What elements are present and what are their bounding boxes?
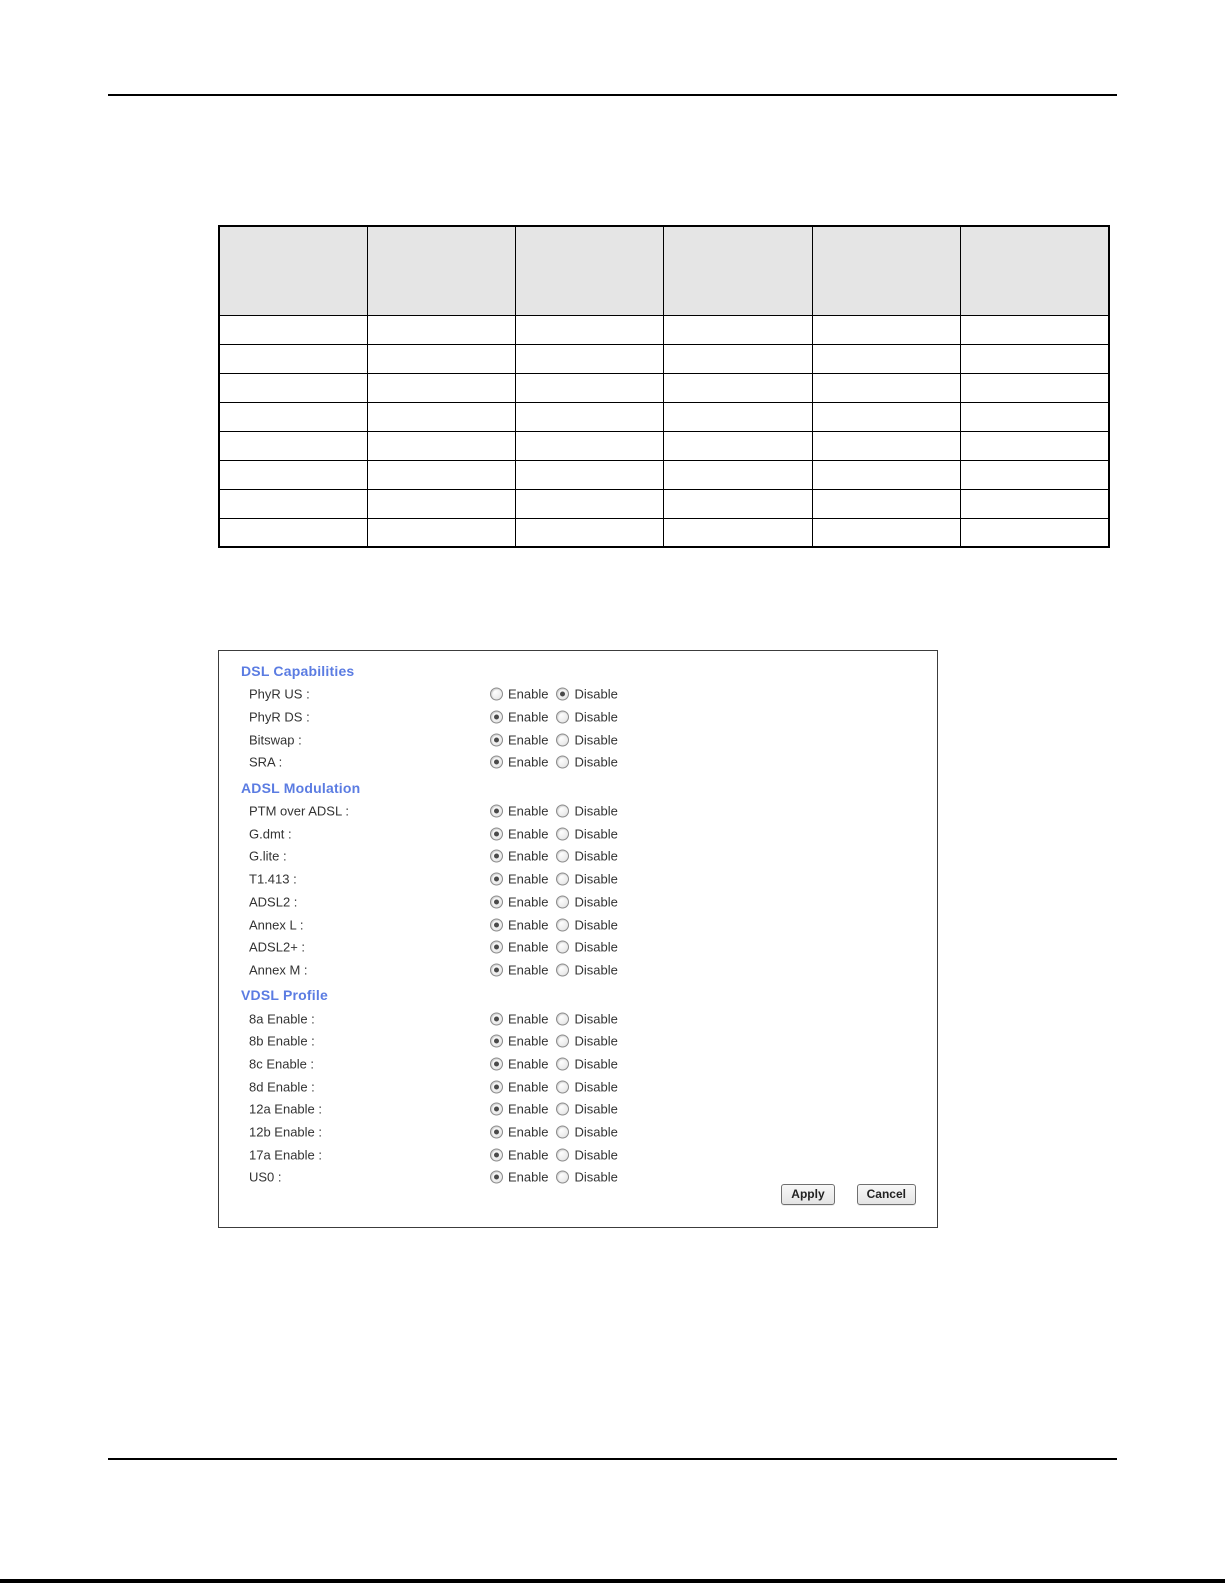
table-header-cell: [961, 226, 1109, 315]
radio-group: [490, 1102, 626, 1117]
table-cell: [219, 431, 367, 460]
radio-option-label: Enable: [508, 732, 549, 748]
radio-selected-icon[interactable]: [490, 1035, 503, 1048]
radio-selected-icon[interactable]: [490, 918, 503, 931]
disable-radio-option[interactable]: [556, 1011, 617, 1026]
table-cell: [367, 489, 515, 518]
radio-group: [490, 710, 626, 725]
table-cell: [812, 373, 960, 402]
radio-group: [490, 804, 626, 819]
table-cell: [812, 460, 960, 489]
enable-radio-option[interactable]: [490, 1170, 548, 1185]
radio-option-label: Enable: [508, 848, 549, 864]
disable-radio-option[interactable]: [556, 732, 617, 747]
table-cell: [664, 402, 812, 431]
form-row: [219, 683, 937, 706]
radio-option-label: Enable: [508, 871, 549, 887]
field-label: ADSL2 :: [249, 894, 298, 910]
radio-option-label: Disable: [574, 939, 618, 955]
table-cell: [664, 373, 812, 402]
radio-option-label: Disable: [574, 894, 618, 910]
form-row: [219, 751, 937, 774]
radio-group: [490, 849, 626, 864]
disable-radio-option[interactable]: [556, 1147, 617, 1162]
radio-unselected-icon[interactable]: [556, 756, 569, 769]
table-cell: [961, 431, 1109, 460]
form-row: [219, 822, 937, 845]
field-label: PhyR US :: [249, 686, 310, 702]
table-header-cell: [516, 226, 664, 315]
table-cell: [516, 315, 664, 344]
radio-group: [490, 962, 626, 977]
disable-radio-option[interactable]: [556, 755, 617, 770]
disable-radio-option[interactable]: [556, 710, 617, 725]
form-row: [219, 1030, 937, 1053]
cancel-button[interactable]: Cancel: [857, 1184, 916, 1205]
radio-option-label: Disable: [574, 1101, 618, 1117]
enable-radio-option[interactable]: [490, 804, 548, 819]
enable-radio-option[interactable]: [490, 687, 548, 702]
table-row: [219, 431, 1109, 460]
table-cell: [516, 402, 664, 431]
radio-selected-icon[interactable]: [490, 1012, 503, 1025]
radio-option-label: Enable: [508, 803, 549, 819]
table-cell: [367, 518, 515, 547]
enable-radio-option[interactable]: [490, 1102, 548, 1117]
form-row: [219, 1007, 937, 1030]
radio-option-label: Disable: [574, 754, 618, 770]
table-header-cell: [367, 226, 515, 315]
radio-selected-icon[interactable]: [490, 1148, 503, 1161]
radio-unselected-icon[interactable]: [490, 688, 503, 701]
radio-unselected-icon[interactable]: [556, 1057, 569, 1070]
table-cell: [516, 518, 664, 547]
table-cell: [961, 518, 1109, 547]
radio-option-label: Disable: [574, 1011, 618, 1027]
form-row: [219, 1075, 937, 1098]
radio-unselected-icon[interactable]: [556, 873, 569, 886]
radio-option-label: Enable: [508, 754, 549, 770]
radio-option-label: Disable: [574, 848, 618, 864]
disable-radio-option[interactable]: [556, 826, 617, 841]
form-row: [219, 891, 937, 914]
table-cell: [367, 460, 515, 489]
enable-radio-option[interactable]: [490, 1125, 548, 1140]
radio-option-label: Enable: [508, 1124, 549, 1140]
radio-group: [490, 732, 626, 747]
radio-unselected-icon[interactable]: [556, 827, 569, 840]
table-header-cell: [664, 226, 812, 315]
table-cell: [367, 373, 515, 402]
radio-selected-icon[interactable]: [490, 827, 503, 840]
field-label: ADSL2+ :: [249, 939, 306, 955]
disable-radio-option[interactable]: [556, 687, 617, 702]
radio-unselected-icon[interactable]: [556, 1035, 569, 1048]
table-row: [219, 402, 1109, 431]
radio-option-label: Disable: [574, 1033, 618, 1049]
radio-option-label: Enable: [508, 686, 549, 702]
header-rule: [108, 94, 1117, 96]
table-body: [219, 315, 1109, 547]
radio-selected-icon[interactable]: [490, 733, 503, 746]
table-cell: [516, 373, 664, 402]
field-label: 12b Enable :: [249, 1124, 323, 1140]
disable-radio-option[interactable]: [556, 1079, 617, 1094]
disable-radio-option[interactable]: [556, 1102, 617, 1117]
radio-unselected-icon[interactable]: [556, 711, 569, 724]
radio-option-label: Disable: [574, 1079, 618, 1095]
enable-radio-option[interactable]: [490, 1147, 548, 1162]
form-row: [219, 845, 937, 868]
field-label: 8b Enable :: [249, 1033, 315, 1049]
radio-option-label: Disable: [574, 1147, 618, 1163]
table-row: [219, 518, 1109, 547]
table-header: [219, 226, 1109, 315]
enable-radio-option[interactable]: [490, 710, 548, 725]
apply-button[interactable]: Apply: [781, 1184, 834, 1205]
form-row: [219, 959, 937, 982]
radio-selected-icon[interactable]: [490, 756, 503, 769]
radio-group: [490, 826, 626, 841]
table-cell: [219, 489, 367, 518]
disable-radio-option[interactable]: [556, 872, 617, 887]
table-cell: [219, 518, 367, 547]
radio-option-label: Enable: [508, 1056, 549, 1072]
field-label: 8c Enable :: [249, 1056, 315, 1072]
field-label: 8a Enable :: [249, 1011, 315, 1027]
section-heading: DSL Capabilities: [241, 663, 355, 679]
field-label: Annex M :: [249, 962, 308, 978]
radio-group: [490, 1011, 626, 1026]
table-header-cell: [812, 226, 960, 315]
radio-unselected-icon[interactable]: [556, 733, 569, 746]
disable-radio-option[interactable]: [556, 1170, 617, 1185]
form-row: [219, 868, 937, 891]
table-cell: [664, 460, 812, 489]
field-label: US0 :: [249, 1169, 282, 1185]
radio-option-label: Disable: [574, 709, 618, 725]
disable-radio-option[interactable]: [556, 1125, 617, 1140]
table-cell: [812, 518, 960, 547]
table-cell: [961, 344, 1109, 373]
enable-radio-option[interactable]: [490, 872, 548, 887]
form-row: [219, 1121, 937, 1144]
table-header-cell: [219, 226, 367, 315]
radio-selected-icon[interactable]: [490, 1103, 503, 1116]
enable-radio-option[interactable]: [490, 1011, 548, 1026]
radio-selected-icon[interactable]: [490, 941, 503, 954]
table-row: [219, 344, 1109, 373]
page-bottom-edge: [0, 1579, 1225, 1583]
form-row: [219, 706, 937, 729]
enable-radio-option[interactable]: [490, 917, 548, 932]
disable-radio-option[interactable]: [556, 940, 617, 955]
dsl-settings-form: [219, 651, 937, 1189]
table-cell: [961, 460, 1109, 489]
form-row: [219, 1098, 937, 1121]
table-cell: [664, 344, 812, 373]
table-cell: [664, 518, 812, 547]
table-cell: [664, 489, 812, 518]
table-cell: [961, 402, 1109, 431]
radio-option-label: Enable: [508, 962, 549, 978]
radio-group: [490, 1056, 626, 1071]
table-cell: [664, 431, 812, 460]
table-cell: [367, 431, 515, 460]
table-cell: [516, 344, 664, 373]
enable-radio-option[interactable]: [490, 849, 548, 864]
radio-option-label: Enable: [508, 826, 549, 842]
table-cell: [219, 373, 367, 402]
table-row: [219, 489, 1109, 518]
table-cell: [367, 315, 515, 344]
table-cell: [219, 460, 367, 489]
table-cell: [516, 489, 664, 518]
radio-option-label: Enable: [508, 917, 549, 933]
disable-radio-option[interactable]: [556, 1034, 617, 1049]
table-cell: [812, 344, 960, 373]
radio-option-label: Enable: [508, 1079, 549, 1095]
table-row: [219, 373, 1109, 402]
radio-option-label: Enable: [508, 894, 549, 910]
figure-panel: [218, 650, 938, 1228]
placeholder-table-wrap: [218, 225, 1110, 548]
radio-selected-icon[interactable]: [490, 963, 503, 976]
radio-selected-icon[interactable]: [490, 1057, 503, 1070]
table-cell: [516, 431, 664, 460]
radio-option-label: Enable: [508, 1011, 549, 1027]
radio-selected-icon[interactable]: [490, 1126, 503, 1139]
field-label: PhyR DS :: [249, 709, 310, 725]
radio-selected-icon[interactable]: [490, 1080, 503, 1093]
enable-radio-option[interactable]: [490, 962, 548, 977]
form-row: [219, 936, 937, 959]
radio-group: [490, 1147, 626, 1162]
field-label: 17a Enable :: [249, 1147, 323, 1163]
radio-unselected-icon[interactable]: [556, 1148, 569, 1161]
table-cell: [812, 489, 960, 518]
radio-group: [490, 1034, 626, 1049]
radio-group: [490, 1079, 626, 1094]
disable-radio-option[interactable]: [556, 1056, 617, 1071]
radio-option-label: Disable: [574, 1056, 618, 1072]
table-cell: [367, 344, 515, 373]
radio-group: [490, 894, 626, 909]
disable-radio-option[interactable]: [556, 962, 617, 977]
footer-rule: [108, 1458, 1117, 1460]
radio-group: [490, 1125, 626, 1140]
table-cell: [219, 344, 367, 373]
radio-unselected-icon[interactable]: [556, 1126, 569, 1139]
table-cell: [961, 315, 1109, 344]
button-row: [781, 1184, 916, 1205]
radio-group: [490, 755, 626, 770]
radio-option-label: Disable: [574, 1169, 618, 1185]
placeholder-table: [218, 225, 1110, 548]
form-row: [219, 913, 937, 936]
table-header-row: [219, 226, 1109, 315]
form-row: [219, 728, 937, 751]
disable-radio-option[interactable]: [556, 804, 617, 819]
field-label: 12a Enable :: [249, 1101, 323, 1117]
table-cell: [812, 402, 960, 431]
radio-selected-icon[interactable]: [490, 805, 503, 818]
radio-selected-icon[interactable]: [490, 850, 503, 863]
radio-option-label: Enable: [508, 1033, 549, 1049]
field-label: SRA :: [249, 754, 283, 770]
field-label: Annex L :: [249, 917, 304, 933]
field-label: Bitswap :: [249, 732, 302, 748]
radio-group: [490, 872, 626, 887]
radio-selected-icon[interactable]: [490, 895, 503, 908]
enable-radio-option[interactable]: [490, 894, 548, 909]
enable-radio-option[interactable]: [490, 826, 548, 841]
table-cell: [812, 431, 960, 460]
radio-unselected-icon[interactable]: [556, 805, 569, 818]
radio-selected-icon[interactable]: [490, 711, 503, 724]
section-heading: VDSL Profile: [241, 987, 328, 1004]
radio-group: [490, 687, 626, 702]
field-label: 8d Enable :: [249, 1079, 315, 1095]
enable-radio-option[interactable]: [490, 1056, 548, 1071]
enable-radio-option[interactable]: [490, 1034, 548, 1049]
radio-unselected-icon[interactable]: [556, 1171, 569, 1184]
radio-option-label: Disable: [574, 962, 618, 978]
radio-unselected-icon[interactable]: [556, 1080, 569, 1093]
table-cell: [516, 460, 664, 489]
radio-selected-icon[interactable]: [490, 873, 503, 886]
radio-unselected-icon[interactable]: [556, 895, 569, 908]
radio-option-label: Disable: [574, 1124, 618, 1140]
table-row: [219, 315, 1109, 344]
radio-selected-icon[interactable]: [490, 1171, 503, 1184]
field-label: PTM over ADSL :: [249, 803, 349, 819]
radio-unselected-icon[interactable]: [556, 918, 569, 931]
table-cell: [219, 315, 367, 344]
table-cell: [664, 315, 812, 344]
radio-option-label: Disable: [574, 686, 618, 702]
disable-radio-option[interactable]: [556, 917, 617, 932]
form-row: [219, 800, 937, 823]
table-cell: [219, 402, 367, 431]
field-label: G.lite :: [249, 848, 287, 864]
enable-radio-option[interactable]: [490, 940, 548, 955]
field-label: T1.413 :: [249, 871, 297, 887]
enable-radio-option[interactable]: [490, 755, 548, 770]
radio-option-label: Enable: [508, 939, 549, 955]
enable-radio-option[interactable]: [490, 1079, 548, 1094]
disable-radio-option[interactable]: [556, 849, 617, 864]
radio-option-label: Enable: [508, 1169, 549, 1185]
radio-option-label: Disable: [574, 826, 618, 842]
radio-option-label: Disable: [574, 917, 618, 933]
table-cell: [961, 373, 1109, 402]
field-label: G.dmt :: [249, 826, 292, 842]
disable-radio-option[interactable]: [556, 894, 617, 909]
radio-unselected-icon[interactable]: [556, 1103, 569, 1116]
table-cell: [961, 489, 1109, 518]
radio-unselected-icon[interactable]: [556, 941, 569, 954]
radio-option-label: Enable: [508, 709, 549, 725]
section-heading: ADSL Modulation: [241, 779, 361, 796]
form-row: [219, 1143, 937, 1166]
form-row: [219, 1053, 937, 1076]
table-cell: [812, 315, 960, 344]
radio-group: [490, 917, 626, 932]
table-row: [219, 460, 1109, 489]
radio-group: [490, 1170, 626, 1185]
radio-option-label: Enable: [508, 1101, 549, 1117]
radio-option-label: Enable: [508, 1147, 549, 1163]
radio-unselected-icon[interactable]: [556, 963, 569, 976]
radio-unselected-icon[interactable]: [556, 1012, 569, 1025]
enable-radio-option[interactable]: [490, 732, 548, 747]
radio-option-label: Disable: [574, 803, 618, 819]
radio-selected-icon[interactable]: [556, 688, 569, 701]
radio-option-label: Disable: [574, 732, 618, 748]
radio-option-label: Disable: [574, 871, 618, 887]
radio-group: [490, 940, 626, 955]
radio-unselected-icon[interactable]: [556, 850, 569, 863]
table-cell: [367, 402, 515, 431]
